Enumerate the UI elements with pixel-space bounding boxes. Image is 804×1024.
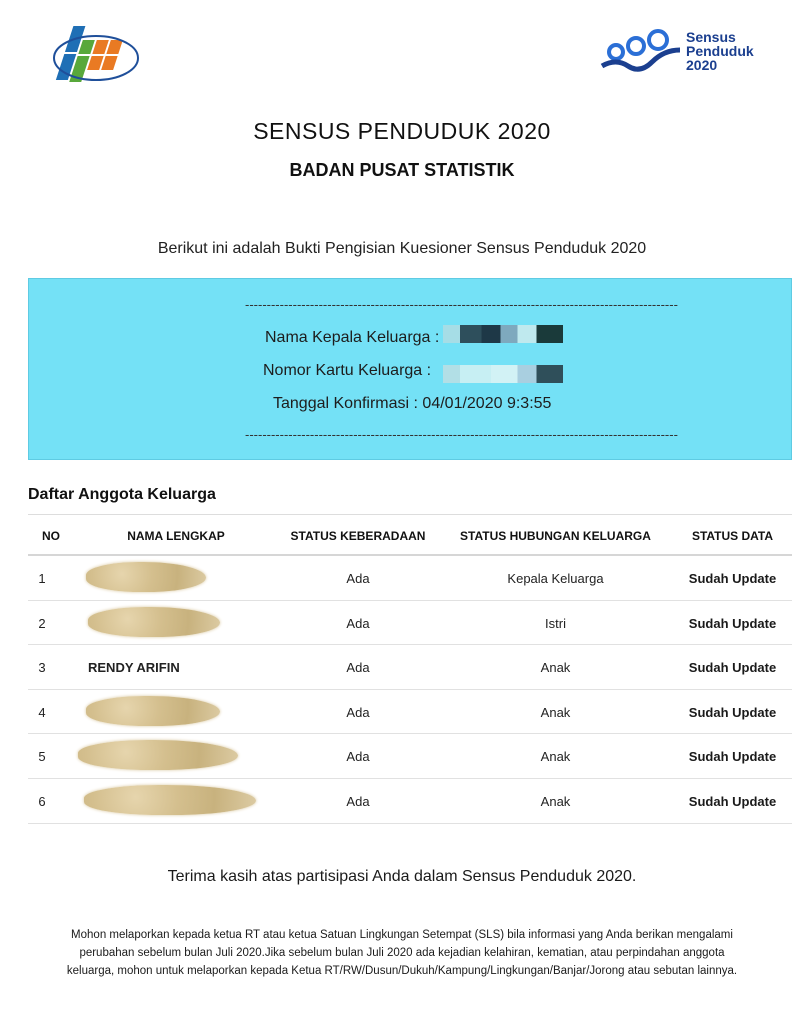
col-keberadaan: STATUS KEBERADAAN xyxy=(290,529,426,543)
tanggal-value: 04/01/2020 9:3:55 xyxy=(422,395,552,412)
tanggal-konfirmasi-row xyxy=(273,395,551,413)
row-keberadaan: Ada xyxy=(346,793,370,809)
confirmation-box xyxy=(28,278,792,460)
row-no: 5 xyxy=(38,749,46,765)
redacted-name xyxy=(86,562,206,592)
row-hubungan: Anak xyxy=(540,704,571,720)
tanggal-label: Tanggal Konfirmasi : xyxy=(273,395,418,412)
table-row xyxy=(28,690,792,735)
row-keberadaan: Ada xyxy=(346,660,370,676)
footer-line: Mohon melaporkan kepada ketua RT atau ketua Satuan Lingkungan Setempat (SLS) bila informasi yang Anda berikan mengalami xyxy=(71,929,733,941)
row-status-data: Sudah Update xyxy=(688,793,777,809)
col-hubungan: STATUS HUBUNGAN KELUARGA xyxy=(460,529,651,543)
nomor-kk-row xyxy=(263,362,431,380)
sensus-penduduk-logo xyxy=(598,24,768,80)
row-nama: RENDY ARIFIN xyxy=(88,660,180,676)
redacted-name xyxy=(88,607,220,637)
table-row xyxy=(28,645,792,690)
divider-top: ---------------------------------------------------------------------------------------------------- xyxy=(245,297,678,312)
thanks-text: Terima kasih atas partisipasi Anda dalam Sensus Penduduk 2020. xyxy=(167,868,637,885)
row-status-data: Sudah Update xyxy=(688,660,777,676)
row-no: 6 xyxy=(38,793,46,809)
table-row xyxy=(28,556,792,601)
members-section-title: Daftar Anggota Keluarga xyxy=(28,486,216,503)
table-row xyxy=(28,601,792,646)
bps-logo xyxy=(50,18,140,90)
footer-note xyxy=(40,926,764,980)
row-no: 4 xyxy=(38,704,46,720)
table-row xyxy=(28,734,792,779)
table-row xyxy=(28,779,792,824)
sensus-logo-text: Sensus Penduduk 2020 xyxy=(686,29,754,73)
row-status-data: Sudah Update xyxy=(688,749,777,765)
row-keberadaan: Ada xyxy=(346,749,370,765)
row-status-data: Sudah Update xyxy=(688,704,777,720)
row-hubungan: Anak xyxy=(540,793,571,809)
nama-kepala-keluarga-row xyxy=(265,329,439,347)
redacted-name xyxy=(86,696,220,726)
row-keberadaan: Ada xyxy=(346,615,370,631)
nama-kepala-label: Nama Kepala Keluarga : xyxy=(265,329,440,346)
redacted-name xyxy=(78,740,238,770)
row-status-data: Sudah Update xyxy=(688,571,777,586)
row-status-data: Sudah Update xyxy=(688,615,777,631)
row-hubungan: Anak xyxy=(540,749,571,765)
redacted-nama xyxy=(443,325,563,343)
row-hubungan: Istri xyxy=(545,615,566,631)
nomor-kk-label: Nomor Kartu Keluarga : xyxy=(263,362,432,379)
footer-line: keluarga, mohon untuk melaporkan kepada Ketua RT/RW/Dusun/Dukuh/Kampung/Lingkungan/Banjar/Jorong atau sebutan lainnya. xyxy=(66,965,738,977)
row-no: 1 xyxy=(38,571,46,586)
row-no: 2 xyxy=(38,615,46,631)
redacted-name xyxy=(84,785,256,815)
members-table xyxy=(28,514,792,824)
table-header xyxy=(28,514,792,556)
row-hubungan: Kepala Keluarga xyxy=(507,571,604,586)
row-no: 3 xyxy=(38,660,46,676)
intro-text: Berikut ini adalah Bukti Pengisian Kuesioner Sensus Penduduk 2020 xyxy=(157,240,647,257)
page-title: SENSUS PENDUDUK 2020 xyxy=(253,118,551,144)
row-keberadaan: Ada xyxy=(346,571,370,586)
row-keberadaan: Ada xyxy=(346,704,370,720)
row-hubungan: Anak xyxy=(540,660,571,676)
col-no: NO xyxy=(42,529,60,543)
page-subtitle: BADAN PUSAT STATISTIK xyxy=(289,160,515,180)
footer-line: perubahan sebelum bulan Juli 2020.Jika sebelum bulan Juli 2020 ada kejadian kelahiran, kematian, atau perpindahan anggota xyxy=(79,947,725,959)
redacted-kk xyxy=(443,365,563,383)
col-status-data: STATUS DATA xyxy=(691,529,774,543)
divider-bottom: ---------------------------------------------------------------------------------------------------- xyxy=(245,427,678,442)
col-nama: NAMA LENGKAP xyxy=(127,529,225,543)
